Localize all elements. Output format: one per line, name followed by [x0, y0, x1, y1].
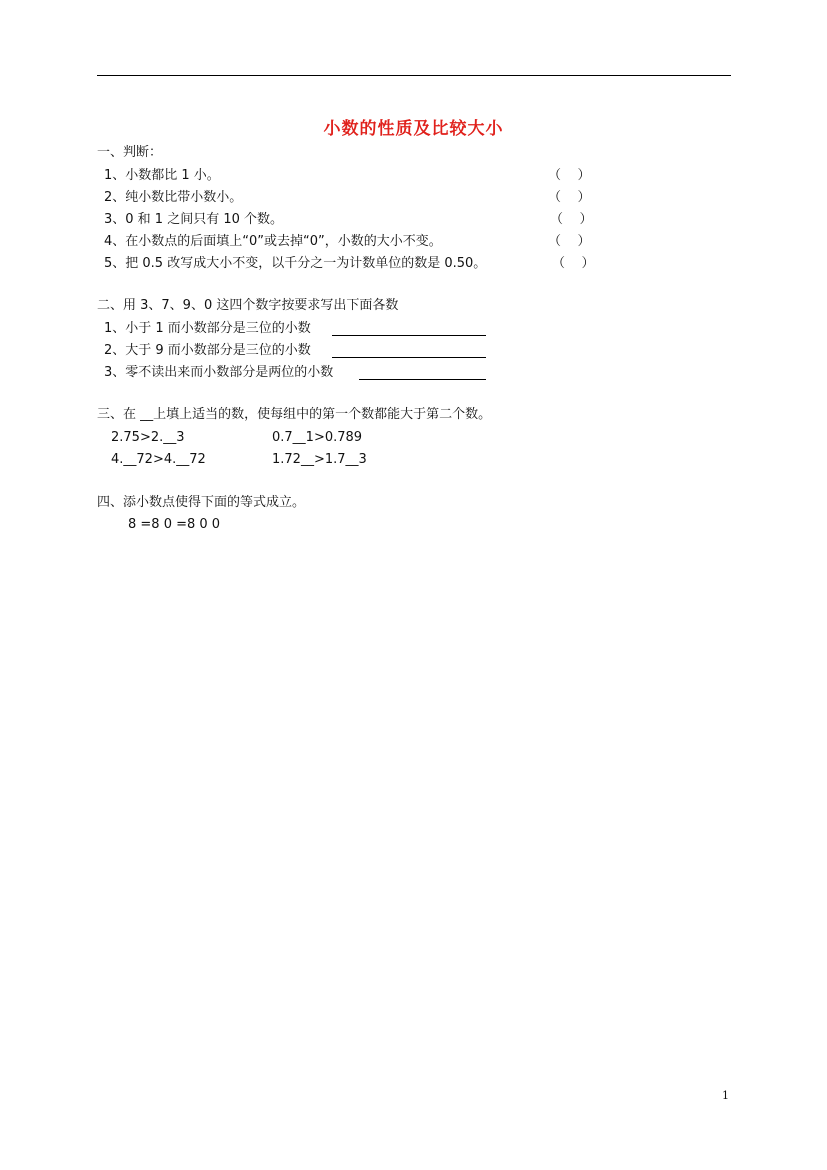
header-rule	[97, 75, 731, 76]
page-title: 小数的性质及比较大小	[323, 119, 504, 139]
judge-answer-5[interactable]: （ ）	[552, 256, 595, 271]
judge-item-3: 3、0 和 1 之间只有 10 个数。	[104, 212, 284, 227]
judge-item-4: 4、在小数点的后面填上“0”或去掉“0”，小数的大小不变。	[104, 234, 442, 249]
judge-item-2: 2、纯小数比带小数小。	[104, 190, 243, 205]
section3-heading: 三、在 __上填上适当的数，使每组中的第一个数都能大于第二个数。	[97, 407, 492, 422]
judge-answer-1[interactable]: （ ）	[548, 168, 591, 183]
judge-answer-4[interactable]: （ ）	[548, 234, 591, 249]
compare-left-2[interactable]: 4.__72>4.__72	[111, 452, 206, 467]
section4-heading: 四、添小数点使得下面的等式成立。	[97, 495, 306, 510]
equation[interactable]: 8 =8 0 =8 0 0	[128, 517, 221, 532]
answer-blank-1[interactable]	[332, 335, 486, 336]
compare-right-1[interactable]: 0.7__1>0.789	[272, 430, 363, 445]
judge-answer-3[interactable]: （ ）	[550, 212, 593, 227]
judge-answer-2[interactable]: （ ）	[548, 190, 591, 205]
write-item-1: 1、小于 1 而小数部分是三位的小数	[104, 321, 311, 336]
section2-heading: 二、用 3、7、9、0 这四个数字按要求写出下面各数	[97, 298, 399, 313]
compare-left-1[interactable]: 2.75>2.__3	[111, 430, 185, 445]
section1-heading: 一、判断：	[97, 145, 163, 160]
judge-item-1: 1、小数都比 1 小。	[104, 168, 220, 183]
answer-blank-2[interactable]	[332, 357, 486, 358]
judge-item-5: 5、把 0.5 改写成大小不变，以千分之一为计数单位的数是 0.50。	[104, 256, 487, 271]
compare-right-2[interactable]: 1.72__>1.7__3	[272, 452, 367, 467]
answer-blank-3[interactable]	[359, 379, 486, 380]
write-item-3: 3、零不读出来而小数部分是两位的小数	[104, 365, 334, 380]
write-item-2: 2、大于 9 而小数部分是三位的小数	[104, 343, 311, 358]
page-number: 1	[722, 1089, 729, 1102]
